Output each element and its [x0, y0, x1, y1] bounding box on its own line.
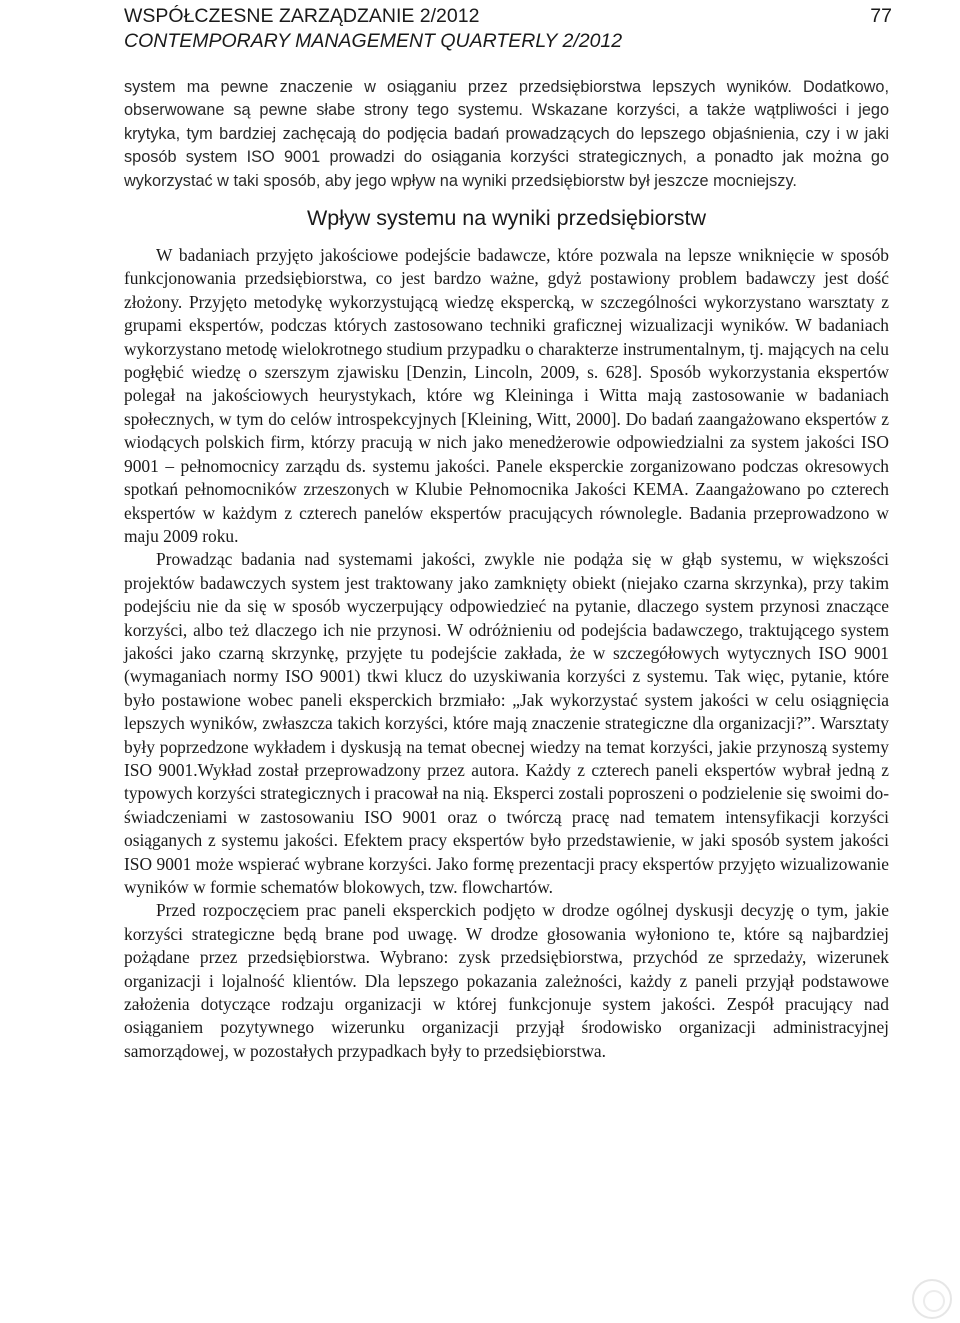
- watermark-logo-icon: [912, 1279, 952, 1319]
- intro-paragraph: system ma pewne znaczenie w osiąganiu przez przedsiębiorstwa lepszych wyników. Dodatkowo, obserwowane są pewne słabe strony tego systemu. Wskazane korzyści, a także wątpliwości i jego krytyka, tym bardziej zachęcają do podjęcia badań prowadzących do lepszego objaśnienia, czy i w jaki sposób system ISO 9001 prowadzi do osiągania korzyści strategicznych, a ponadto jak można go wykorzystać w taki sposób, aby jego wpływ na wyniki przedsiębiorstw był jeszcze mocniejszy.: [124, 78, 889, 190]
- journal-title: WSPÓŁCZESNE ZARZĄDZANIE 2/2012: [124, 5, 480, 27]
- journal-title-en: CONTEMPORARY MANAGEMENT QUARTERLY 2/2012: [124, 30, 623, 52]
- paragraph-strategic-benefits: Przed rozpoczęciem prac paneli eksperckich podjęto w drodze ogólnej dyskusji decyzję o tym, jakie korzyści strategiczne będą brane pod uwagę. W drodze głosowania wyłoniono te, które są najbardziej pożądane przez przedsiębiorstwa. Wybrano: zysk przedsiębiorstwa, przychód ze sprzedaży, wizerunek organizacji i lojalność klientów. Dla lepszego pokazania zależności, każdy z paneli przyjął podstawowe założenia dotyczące rodzaju organizacji w której funkcjonuje system jakości. Zespół pracujący nad osiąganiem pozytywnego wizerunku organizacji przyjął środowisko organizacji administracyjnej samorządowej, w pozostałych przypadkach były to przedsiębiorstwa.: [124, 900, 889, 1061]
- running-header: [124, 4, 892, 54]
- paragraph-research-approach: Prowadząc badania nad systemami jakości, zwykle nie podąża się w głąb systemu, w większości projektów badawczych system jest traktowany jako zamknięty obiekt (niejako czarna skrzynka), przy takim podejściu nie da się w sposób wyczerpujący odpowiedzieć na pytanie, dlaczego system przynosi znaczące korzyści, albo też dlaczego ich nie przynosi. W odróżnieniu od podejścia badawczego, traktującego system jakości jako czarną skrzynkę, przyjęte tu podejście zakłada, że w szczegółowych wytycznych ISO 9001 (wymaganiach normy ISO 9001) tkwi klucz do uzyskiwania korzyści z systemu. Tak więc, pytanie, które było postawione wobec paneli eksperckich brzmiało: „Jak wykorzystać system jakości w celu osiągnięcia lepszych wyników, zwłaszcza takich korzyści, które mają znaczenie strategiczne dla organizacji?”. Warsztaty były poprzedzone wykładem i dyskusją na temat obecnej wiedzy na temat korzyści, jakie przynoszą systemy ISO 9001.Wykład został przeprowadzony przez autora. Każdy z czterech paneli ekspertów wybrał jedną z typowych korzyści strategicznych i pracował na nią. Eksperci zostali poproszeni o podzielenie się swoimi doświadczeniami w zastosowaniu ISO 9001 oraz o twórczą pracę nad tematem intensyfikacji korzyści osiąganych z systemu jakości. Efektem pracy ekspertów było przedstawienie, w jaki sposób system jakości ISO 9001 może wspierać wybrane korzyści. Jako formę prezentacji pracy ekspertów przyjęto wizualizowanie wyników w formie schematów blokowych, tzw. flowchartów.: [124, 549, 889, 897]
- header-line-1: [124, 4, 892, 29]
- page-number: 77: [870, 5, 892, 27]
- article-body: [124, 76, 889, 1063]
- paragraph-methodology: W badaniach przyjęto jakościowe podejście badawcze, które pozwala na lepsze wniknięcie w sposób funkcjonowania przedsiębiorstwa, co jest bardzo ważne, gdyż postawiony problem badawczy jest dość złożony. Przyjęto metodykę wykorzystującą wiedzę ekspercką, w szczególności wykorzystano warsztaty z grupami ekspertów, podczas których zastosowano techniki graficznej wizualizacji wyników. W badaniach wykorzystano metodę wielokrotnego studium przypadku o charakterze instrumentalnym, tj. mających na celu pogłębić wiedzę o szerszym zjawisku [Denzin, Lincoln, 2009, s. 628]. Sposób wykorzystania ekspertów polegał na jakościowych heurystykach, które wg Kleininga i Witta mają zastosowanie w badaniach społecznych, w tym do celów introspekcyjnych [Kleining, Witt, 2000]. Do badań zaangażowano ekspertów z wiodących polskich firm, którzy pracują w nich jako menedżerowie odpowiedzialni za system jakości ISO 9001 – pełnomocnicy zarządu ds. systemu jakości. Panele eksperckie zorganizowano podczas okresowych spotkań pełnomocników zrzeszonych w Klubie Pełnomocnika Jakości KEMA. Zaangażowano po czterech ekspertów w każdym z czterech panelów ekspertów pracujących równolegle. Badania przeprowadzono w maju 2009 roku.: [124, 245, 889, 546]
- section-heading: Wpływ systemu na wyniki przedsiębiorstw: [306, 206, 707, 231]
